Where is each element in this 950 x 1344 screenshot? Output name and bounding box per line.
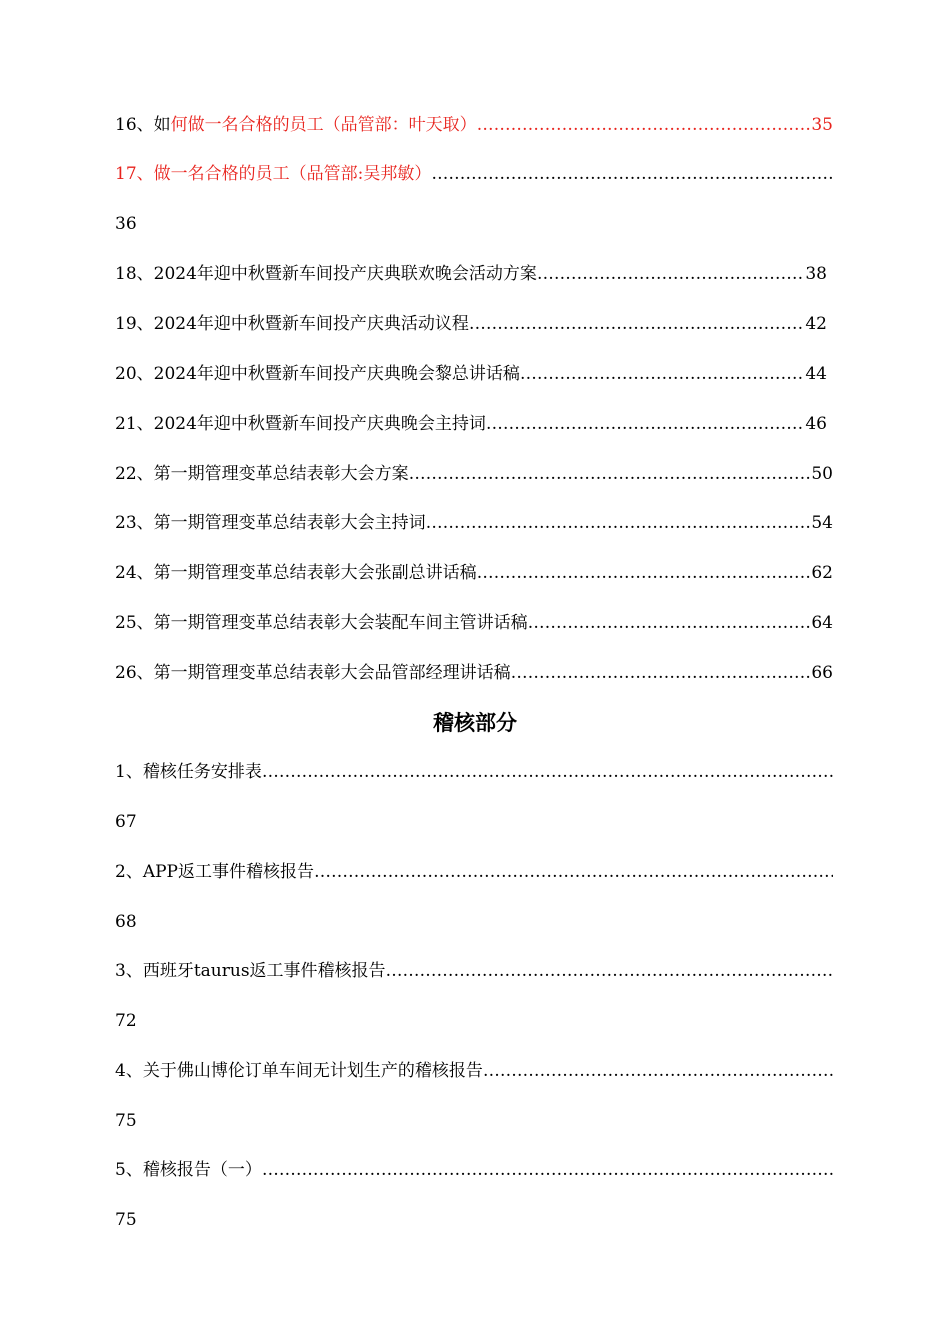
toc-entry-title: 2024年迎中秋暨新车间投产庆典晚会主持词: [153, 414, 486, 434]
toc-leader-dots: [477, 560, 812, 586]
toc-leader-dots: [483, 1058, 833, 1084]
toc-entry-title: 稽核报告（一）: [142, 1160, 262, 1180]
toc-page-number: 67: [115, 812, 137, 832]
toc-entry-number: 23、: [115, 513, 154, 533]
toc-entry-26[interactable]: [115, 660, 833, 686]
toc-entry-number: 16、: [115, 115, 154, 135]
toc-leader-dots: [409, 461, 812, 487]
toc-entry-title: 做一名合格的员工（品管部:吴邦敏）: [153, 164, 432, 184]
toc-entry-prefix: 如: [153, 115, 171, 135]
toc-audit-entry-4[interactable]: [115, 1058, 833, 1084]
toc-page-number: 38: [805, 264, 827, 284]
toc-page-number: 50: [811, 464, 833, 484]
toc-audit-entry-3[interactable]: [115, 958, 833, 984]
toc-entry-18[interactable]: [115, 261, 827, 287]
toc-page-number: 75: [115, 1210, 137, 1230]
toc-entry-title: 西班牙taurus返工事件稽核报告: [142, 961, 386, 981]
toc-leader-dots: [431, 161, 833, 187]
toc-entry-title: 稽核任务安排表: [142, 762, 262, 782]
toc-audit-entry-5[interactable]: [115, 1157, 833, 1183]
toc-page-number: 35: [811, 115, 833, 135]
toc-leader-dots: [314, 859, 833, 885]
toc-entry-number: 24、: [115, 563, 154, 583]
toc-entry-title: 第一期管理变革总结表彰大会张副总讲话稿: [153, 563, 477, 583]
toc-leader-dots: [477, 112, 812, 138]
toc-entry-number: 2、: [115, 862, 143, 882]
toc-entry-title: 第一期管理变革总结表彰大会品管部经理讲话稿: [153, 663, 511, 683]
toc-entry-number: 17、: [115, 164, 154, 184]
toc-entry-number: 19、: [115, 314, 154, 334]
toc-page-number: 75: [115, 1111, 137, 1131]
toc-leader-dots: [262, 759, 833, 785]
toc-entry-number: 22、: [115, 464, 154, 484]
toc-entry-number: 25、: [115, 613, 154, 633]
toc-entry-title: APP返工事件稽核报告: [142, 862, 314, 882]
toc-entry-19[interactable]: [115, 311, 827, 337]
toc-entry-20[interactable]: [115, 361, 827, 387]
toc-entry-22[interactable]: [115, 461, 833, 487]
toc-entry-title: 2024年迎中秋暨新车间投产庆典联欢晚会活动方案: [153, 264, 537, 284]
toc-leader-dots: [262, 1157, 833, 1183]
toc-leader-dots: [386, 958, 833, 984]
toc-page-number: 42: [805, 314, 827, 334]
toc-entry-title: 第一期管理变革总结表彰大会装配车间主管讲话稿: [153, 613, 528, 633]
toc-leader-dots: [426, 510, 812, 536]
toc-page-number: 68: [115, 912, 137, 932]
toc-entry-title: 2024年迎中秋暨新车间投产庆典晚会黎总讲话稿: [153, 364, 520, 384]
toc-entry-24[interactable]: [115, 560, 833, 586]
toc-leader-dots: [537, 261, 805, 287]
toc-audit-entry-1[interactable]: [115, 759, 833, 785]
toc-entry-number: 5、: [115, 1160, 143, 1180]
toc-entry-number: 3、: [115, 961, 143, 981]
toc-entry-number: 20、: [115, 364, 154, 384]
toc-entry-23[interactable]: [115, 510, 833, 536]
toc-entry-number: 21、: [115, 414, 154, 434]
toc-entry-number: 26、: [115, 663, 154, 683]
toc-entry-number: 18、: [115, 264, 154, 284]
toc-page-number: 66: [811, 663, 833, 683]
toc-entry-title: 何做一名合格的员工（品管部：叶天取）: [170, 115, 477, 135]
toc-entry-number: 4、: [115, 1061, 143, 1081]
toc-page-number: 64: [811, 613, 833, 633]
toc-entry-21[interactable]: [115, 411, 827, 437]
toc-entry-title: 第一期管理变革总结表彰大会主持词: [153, 513, 426, 533]
toc-entry-number: 1、: [115, 762, 143, 782]
toc-page-number: 62: [811, 563, 833, 583]
toc-entry-title: 2024年迎中秋暨新车间投产庆典活动议程: [153, 314, 469, 334]
toc-leader-dots: [486, 411, 805, 437]
toc-page-number: 44: [805, 364, 827, 384]
toc-entry-title: 第一期管理变革总结表彰大会方案: [153, 464, 409, 484]
toc-entry-17[interactable]: [115, 161, 833, 187]
toc-entry-title: 关于佛山博伦订单车间无计划生产的稽核报告: [142, 1061, 483, 1081]
section-heading: 稽核部分: [433, 710, 517, 735]
toc-page-number: 72: [115, 1011, 137, 1031]
toc-leader-dots: [520, 361, 805, 387]
toc-leader-dots: [528, 610, 812, 636]
toc-audit-entry-2[interactable]: [115, 859, 833, 885]
toc-leader-dots: [469, 311, 805, 337]
toc-entry-25[interactable]: [115, 610, 833, 636]
toc-entry-16[interactable]: [115, 112, 833, 138]
toc-page-number: 36: [115, 214, 137, 234]
toc-leader-dots: [511, 660, 812, 686]
toc-page-number: 54: [811, 513, 833, 533]
toc-page-number: 46: [805, 414, 827, 434]
